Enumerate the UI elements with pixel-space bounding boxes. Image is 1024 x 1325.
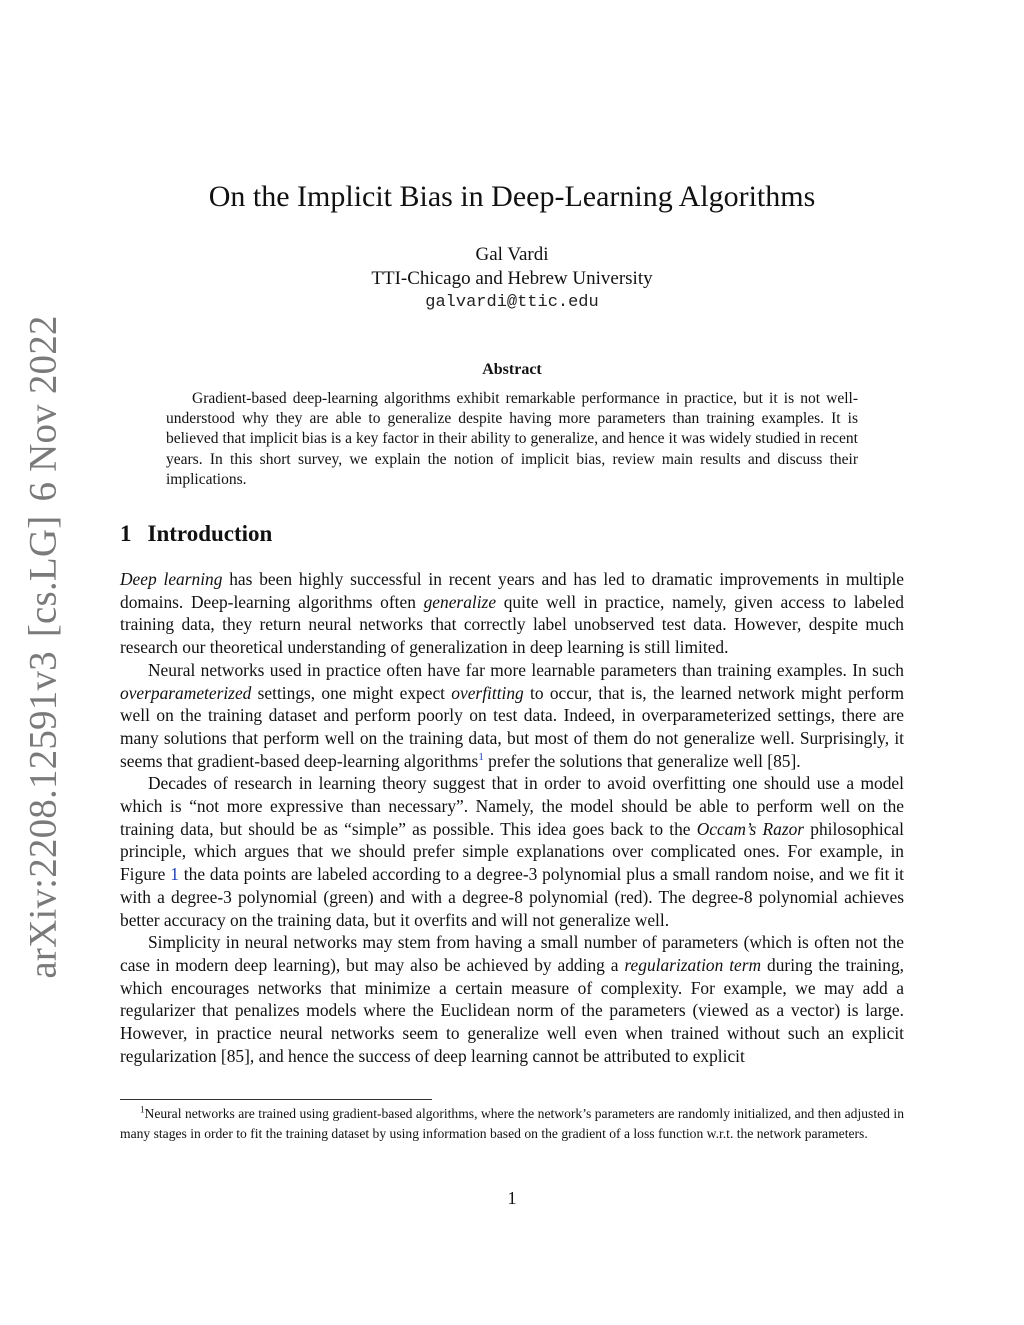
arxiv-date: 6 Nov 2022 <box>21 315 65 502</box>
footnote <box>120 1104 904 1143</box>
paragraph-text: Simplicity in neural networks may stem from having a small number of parameters (which is often not the case in modern deep learning), but may also be achieved by adding a <box>120 932 904 975</box>
author-email: galvardi@ttic.edu <box>425 293 599 312</box>
arxiv-category: [cs.LG] <box>21 515 65 638</box>
emphasis: overparameterized <box>120 682 252 703</box>
footnote-mark: 1 <box>140 1104 145 1115</box>
abstract-heading: Abstract <box>482 361 542 378</box>
paper-title: On the Implicit Bias in Deep-Learning Algorithms <box>208 180 816 213</box>
section-heading <box>120 521 272 547</box>
paragraph-text: Decades of research in learning theory suggest that in order to avoid overfitting one should use a model which is “not more expressive than necessary”. Namely, the model should be able to perform well on the training data, but should be as “simple” as possible. This idea goes back to the <box>120 773 904 839</box>
paragraph-text: Neural networks used in practice often have far more learnable parameters than training examples. In such <box>148 659 904 680</box>
paragraph-text: settings, one might expect <box>251 682 452 703</box>
emphasis: overfitting <box>451 682 524 703</box>
figure-reference-link[interactable]: 1 <box>170 864 179 885</box>
paragraph-text: quite well in practice, namely, given access to labeled training data, they return neural networks that correctly label unobserved test data. However, despite much research our theoretical understanding of generalization in deep learning is still limited. <box>120 591 904 658</box>
page-number: 1 <box>507 1188 517 1208</box>
paragraph-text: to occur, that is, the learned network might perform well on the training dataset and perform poorly on test data. Indeed, in overparameterized settings, there are many solutions that perform well on the training data, but most of them do not generalize well. Surprisingly, it seems that gradient-based deep-learning algorithms <box>120 682 905 771</box>
author-name: Gal Vardi <box>475 244 549 265</box>
paragraph-text: philosophical principle, which argues that we should prefer simple explanations over complicated ones. For example, in Figure <box>120 818 904 885</box>
arxiv-id: arXiv:2208.12591v3 <box>21 651 65 979</box>
footnote-reference[interactable]: 1 <box>478 750 484 763</box>
paragraph-text: has been highly successful in recent years and has led to dramatic improvements in multiple domains. Deep-learning algorithms often <box>120 569 904 612</box>
body-text <box>120 568 904 1067</box>
paragraph-text: during the training, which encourages networks that minimize a certain measure of complexity. For example, we may add a regularizer that penalizes models where the Euclidean norm of the parameters (viewed as a vector) is large. However, in practice neural networks seem to generalize well even when trained without such an explicit regularization [85], and hence the success of deep learning cannot be attributed to explicit <box>120 954 904 1066</box>
paragraph-text: prefer the solutions that generalize well [85]. <box>483 750 801 771</box>
paragraph-2 <box>120 659 904 773</box>
emphasis: Deep learning <box>120 569 223 589</box>
emphasis: regularization term <box>624 954 762 975</box>
arxiv-identifier-stamp <box>21 301 66 978</box>
paragraph-1 <box>120 568 904 659</box>
emphasis: generalize <box>423 591 497 612</box>
paragraph-4 <box>120 931 904 1067</box>
emphasis: Occam’s Razor <box>696 818 805 839</box>
abstract-text: Gradient-based deep-learning algorithms exhibit remarkable performance in practice, but it is not well-understood why they are able to generalize despite having more parameters than training examples. It is believed that implicit bias is a key factor in their ability to generalize, and hence it was widely studied in recent years. In this short survey, we explain the notion of implicit bias, review main results and discuss their implications. <box>166 390 858 488</box>
section-number: 1 <box>120 521 132 546</box>
paragraph-3 <box>120 772 904 931</box>
footnote-text: Neural networks are trained using gradient-based algorithms, where the network’s parameters are randomly initialized, and then adjusted in many stages in order to fit the training dataset by using information based on the gradient of a loss function w.r.t. the network parameters. <box>120 1106 904 1141</box>
footnote-divider <box>120 1099 432 1100</box>
paragraph-text: the data points are labeled according to a degree-3 polynomial plus a small random noise, and we fit it with a degree-3 polynomial (green) and with a degree-8 polynomial (red). The degree-8 polynomial achieves better accuracy on the training data, but it overfits and will not generalize well. <box>120 864 904 930</box>
section-title: Introduction <box>147 521 273 546</box>
author-affiliation: TTI-Chicago and Hebrew University <box>371 268 653 289</box>
